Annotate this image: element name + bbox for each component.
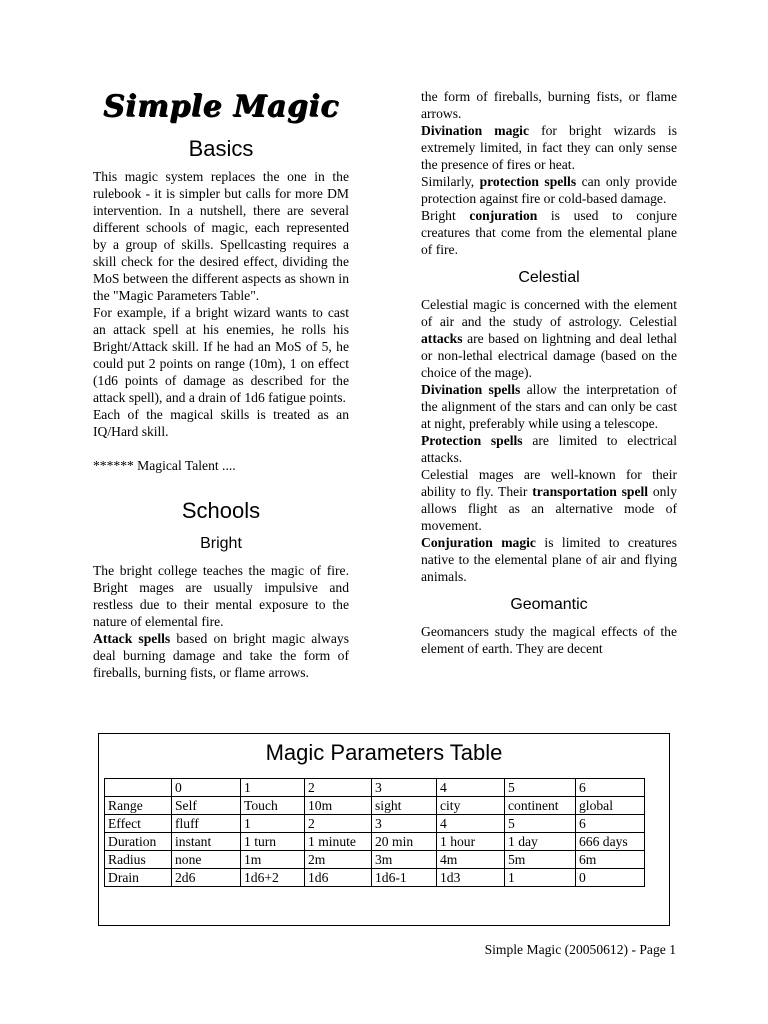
table-cell: 3 — [372, 779, 437, 797]
table-cell: 1m — [241, 851, 305, 869]
celestial-intro-text: Celestial magic is concerned with the element of air and the study of astrology. Celestial — [421, 297, 677, 329]
table-cell: sight — [372, 797, 437, 815]
celestial-heading: Celestial — [518, 269, 580, 286]
table-cell: 10m — [305, 797, 372, 815]
celestial-attacks-term: attacks — [421, 331, 463, 346]
table-cell: 5 — [505, 815, 576, 833]
left-column — [93, 88, 349, 681]
celestial-conjuration-term: Conjuration magic — [421, 535, 536, 550]
table-cell: 3 — [372, 815, 437, 833]
table-title: Magic Parameters Table — [265, 740, 503, 765]
celestial-conjuration-text: is limited to creatures native to the elemental plane of air and flying animals. — [421, 535, 677, 584]
table-cell: 2 — [305, 815, 372, 833]
bright-heading: Bright — [200, 535, 242, 552]
table-cell: 0 — [576, 869, 645, 887]
table-header-row — [105, 779, 645, 797]
table-cell: 4 — [437, 779, 505, 797]
geomantic-intro-paragraph: Geomancers study the magical effects of the element of earth. They are decent — [421, 624, 677, 656]
table-cell: 1 turn — [241, 833, 305, 851]
table-cell: 3m — [372, 851, 437, 869]
table-cell: 1d6 — [305, 869, 372, 887]
table-row — [105, 833, 645, 851]
celestial-transportation-term: transportation spell — [532, 484, 649, 499]
bright-divination-text: for bright wizards is extremely limited, in fact they can only sense the presence of fires or heat. — [421, 123, 677, 172]
bright-attack-continuation: the form of fireballs, burning fists, or flame arrows. — [421, 89, 677, 121]
celestial-attacks-text: are based on lightning and deal lethal or non-lethal electrical damage (based on the choice of the mage). — [421, 331, 677, 380]
basics-paragraph: This magic system replaces the one in the rulebook - it is simpler but calls for more DM intervention. In a nutshell, there are several different schools of magic, each represented by a group of skills. Spellcasting requires a skill check for the desired effect, dividing the MoS between the different aspects as shown in the "Magic Parameters Table". — [93, 169, 349, 303]
bright-protection-text: can only provide protection against fire or cold-based damage. — [421, 174, 678, 206]
magic-parameters-table — [104, 778, 645, 887]
table-cell — [105, 779, 172, 797]
table-cell: Duration — [105, 833, 172, 851]
celestial-transportation-prefix: Celestial mages are well-known for their ability to fly. Their — [421, 467, 677, 499]
bright-divination-paragraph — [421, 122, 677, 173]
table-cell: 6m — [576, 851, 645, 869]
table-cell: Touch — [241, 797, 305, 815]
schools-heading: Schools — [181, 498, 261, 523]
celestial-divination-term: Divination spells — [421, 382, 521, 397]
table-cell: 666 days — [576, 833, 645, 851]
table-row — [105, 815, 645, 833]
table-cell: Radius — [105, 851, 172, 869]
table-cell: 1 — [505, 869, 576, 887]
bright-conjuration-paragraph — [421, 207, 677, 258]
table-cell: none — [172, 851, 241, 869]
celestial-protection-term: Protection spells — [421, 433, 523, 448]
bright-conjuration-text: is used to conjure creatures that come from the elemental plane of fire. — [421, 208, 678, 257]
table-cell: 1 minute — [305, 833, 372, 851]
table-cell: instant — [172, 833, 241, 851]
celestial-protection-text: are limited to electrical attacks. — [421, 433, 677, 465]
table-row — [105, 851, 645, 869]
magic-parameters-table-box — [98, 733, 670, 926]
celestial-protection-paragraph — [421, 432, 677, 466]
table-row — [105, 869, 645, 887]
table-cell: 1 — [241, 779, 305, 797]
table-cell: 1d6+2 — [241, 869, 305, 887]
celestial-transportation-text: only allows flight as an alternative mode of movement. — [421, 484, 677, 533]
geomantic-heading: Geomantic — [510, 596, 588, 613]
document-title: Simple Magic — [103, 89, 339, 124]
table-cell: fluff — [172, 815, 241, 833]
table-cell: Effect — [105, 815, 172, 833]
table-cell: 1 day — [505, 833, 576, 851]
celestial-divination-text: allow the interpretation of the alignment of the stars and can only be cast at night, preferably while using a telescope. — [421, 382, 678, 431]
basics-skill-paragraph: Each of the magical skills is treated as an IQ/Hard skill. — [93, 407, 349, 439]
page-footer: Simple Magic (20050612) - Page 1 — [484, 942, 676, 957]
bright-attack-paragraph — [93, 630, 349, 681]
table-cell: Range — [105, 797, 172, 815]
celestial-conjuration-paragraph — [421, 534, 677, 585]
table-cell: 1 — [241, 815, 305, 833]
basics-example-paragraph: For example, if a bright wizard wants to cast an attack spell at his enemies, he rolls his Bright/Attack skill. If he had an MoS of 5, he could put 2 points on range (10m), 1 on effect (1d6 points of damage as described for the attack spell), and a drain of 1d6 fatigue points. — [93, 305, 349, 405]
table-row — [105, 797, 645, 815]
bright-protection-prefix: Similarly, — [421, 174, 480, 189]
bright-intro-paragraph: The bright college teaches the magic of fire. Bright mages are usually impulsive and restless due to their mental exposure to the nature of elemental fire. — [93, 563, 349, 629]
table-cell: 4 — [437, 815, 505, 833]
table-cell: 5 — [505, 779, 576, 797]
table-cell: 5m — [505, 851, 576, 869]
bright-protection-term: protection spells — [479, 174, 577, 189]
celestial-intro-paragraph — [421, 296, 677, 381]
table-cell: 1d6-1 — [372, 869, 437, 887]
table-cell: 6 — [576, 815, 645, 833]
bright-attack-term: Attack spells — [93, 631, 171, 646]
table-cell: 1 hour — [437, 833, 505, 851]
celestial-divination-paragraph — [421, 381, 677, 432]
table-cell: 2m — [305, 851, 372, 869]
bright-attack-text: based on bright magic always deal burning damage and take the form of fireballs, burning fists, or flame arrows. — [93, 631, 349, 680]
table-cell: 1d3 — [437, 869, 505, 887]
bright-divination-term: Divination magic — [421, 123, 529, 138]
table-cell: Self — [172, 797, 241, 815]
bright-conjuration-term: conjuration — [469, 208, 538, 223]
bright-protection-paragraph — [421, 173, 677, 207]
right-column — [421, 88, 677, 657]
table-cell: 4m — [437, 851, 505, 869]
basics-heading: Basics — [188, 136, 254, 161]
table-cell: continent — [505, 797, 576, 815]
magical-talent-line: ****** Magical Talent .... — [93, 458, 236, 473]
table-cell: 2d6 — [172, 869, 241, 887]
celestial-transportation-paragraph — [421, 466, 677, 534]
bright-conjuration-prefix: Bright — [421, 208, 470, 223]
table-cell: 0 — [172, 779, 241, 797]
table-cell: city — [437, 797, 505, 815]
table-cell: Drain — [105, 869, 172, 887]
table-cell: 2 — [305, 779, 372, 797]
table-cell: global — [576, 797, 645, 815]
table-cell: 20 min — [372, 833, 437, 851]
table-cell: 6 — [576, 779, 645, 797]
